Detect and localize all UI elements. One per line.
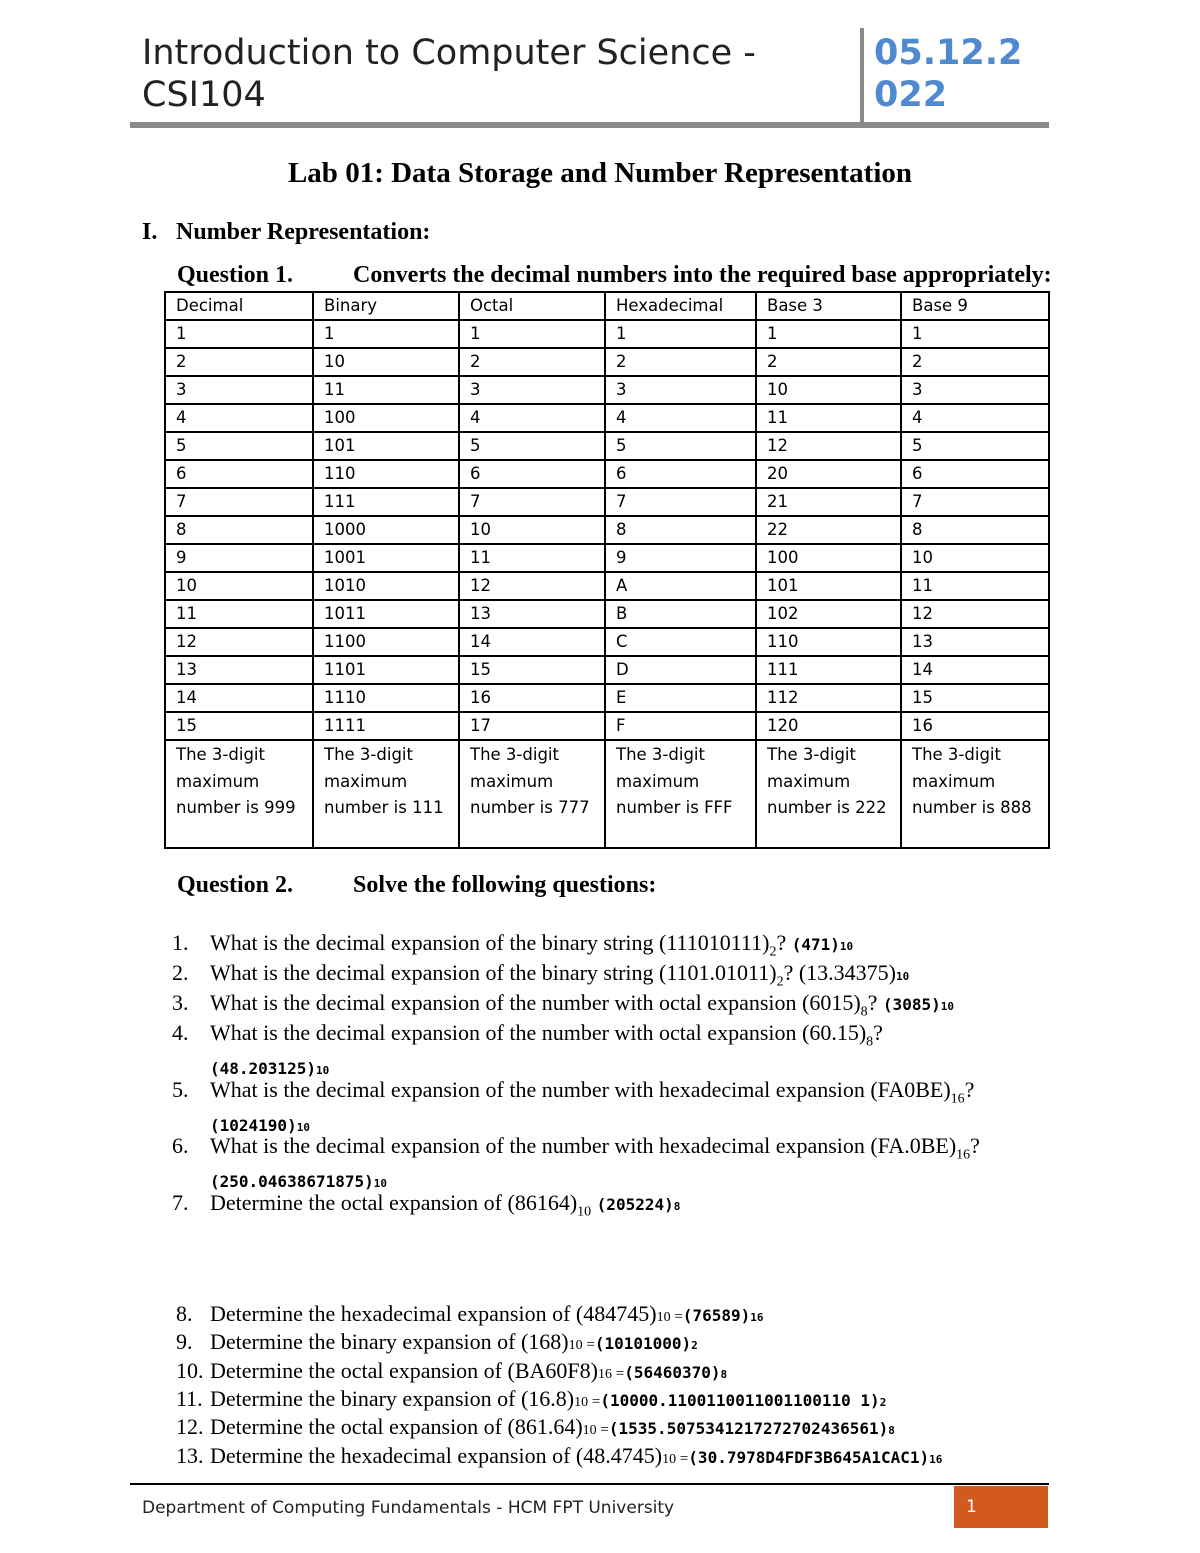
- table-cell: 12: [756, 432, 901, 460]
- item-answer-base: 2: [691, 1339, 698, 1353]
- item-text: [210, 1358, 727, 1384]
- table-cell: 2: [459, 348, 605, 376]
- item-number: 7.: [172, 1190, 189, 1215]
- table-row: [165, 404, 1049, 432]
- item-text: [210, 930, 853, 960]
- column-header: Base 9: [901, 292, 1049, 320]
- section-number: I.: [142, 219, 158, 245]
- item-answer-base: 10: [373, 1177, 388, 1191]
- table-cell: 110: [313, 460, 459, 488]
- table-notes-row: [165, 740, 1049, 848]
- table-cell: 110: [756, 628, 901, 656]
- table-cell: A: [605, 572, 756, 600]
- table-cell: 12: [459, 572, 605, 600]
- table-cell: C: [605, 628, 756, 656]
- table-cell: 1011: [313, 600, 459, 628]
- item-text: [210, 1329, 698, 1355]
- item-answer: (56460370): [624, 1362, 721, 1382]
- section-title: Number Representation:: [176, 219, 431, 245]
- item-number: 9.: [176, 1329, 193, 1355]
- item-number: 10.: [176, 1357, 204, 1383]
- item-answer-base: 8: [720, 1367, 728, 1381]
- item-answer: (10000.1100110011001100110 1): [600, 1390, 880, 1410]
- table-cell: 10: [313, 348, 459, 376]
- item-base: 10: [582, 1423, 597, 1439]
- table-cell: 1: [901, 320, 1049, 348]
- table-row: [165, 516, 1049, 544]
- item-question: What is the decimal expansion of the binary string (1101.01011): [210, 960, 777, 985]
- table-cell: 102: [756, 600, 901, 628]
- item-suffix: ?: [970, 1133, 980, 1158]
- course-title-line2: CSI104: [142, 75, 266, 115]
- date-line2: 022: [874, 75, 948, 115]
- item-answer: (471): [791, 935, 840, 954]
- date-line1: 05.12.2: [874, 33, 1023, 73]
- section-heading: [142, 215, 430, 249]
- item-base: 8: [860, 1004, 868, 1020]
- table-cell: 13: [901, 628, 1049, 656]
- item-text: [210, 1020, 883, 1080]
- table-cell: 7: [459, 488, 605, 516]
- question-1-label: Question 1.: [177, 262, 294, 288]
- table-cell: 2: [756, 348, 901, 376]
- table-cell: 1: [459, 320, 605, 348]
- column-header: Octal: [459, 292, 605, 320]
- table-note-cell: The 3-digit maximum number is 222: [756, 740, 901, 848]
- item-number: 12.: [176, 1414, 204, 1440]
- table-cell: 3: [165, 376, 313, 404]
- table-cell: 101: [756, 572, 901, 600]
- table-cell: 12: [165, 628, 313, 656]
- item-answer-base: 16: [929, 1452, 943, 1466]
- item-text: [210, 1414, 895, 1440]
- table-cell: 10: [756, 376, 901, 404]
- table-row: [165, 684, 1049, 712]
- table-cell: 1111: [313, 712, 459, 740]
- item-answer-base: 8: [888, 1424, 895, 1438]
- table-cell: 5: [901, 432, 1049, 460]
- table-cell: 1001: [313, 544, 459, 572]
- item-base: 16: [950, 1091, 965, 1107]
- table-cell: 7: [605, 488, 756, 516]
- table-cell: 17: [459, 712, 605, 740]
- header-date: [874, 32, 1044, 116]
- table-cell: 120: [756, 712, 901, 740]
- table-row: [165, 544, 1049, 572]
- item-number: 1.: [172, 930, 189, 955]
- question-2-heading: [177, 868, 656, 902]
- table-note-cell: The 3-digit maximum number is 777: [459, 740, 605, 848]
- table-cell: 1110: [313, 684, 459, 712]
- item-equals: =: [588, 1393, 601, 1410]
- table-note-cell: The 3-digit maximum number is FFF: [605, 740, 756, 848]
- item-base: 10: [656, 1310, 671, 1325]
- table-cell: 1: [756, 320, 901, 348]
- item-answer: (250.04638671875): [210, 1172, 374, 1192]
- item-suffix: ?: [873, 1020, 883, 1045]
- table-cell: 3: [459, 376, 605, 404]
- page-number: 1: [954, 1486, 1048, 1528]
- item-answer: (3085): [882, 995, 941, 1014]
- item-answer-base: 10: [839, 940, 854, 953]
- table-cell: 1000: [313, 516, 459, 544]
- column-header: Hexadecimal: [605, 292, 756, 320]
- item-base: 10: [577, 1204, 592, 1220]
- item-base: 16: [597, 1366, 612, 1382]
- table-cell: 14: [165, 684, 313, 712]
- item-text: [210, 990, 954, 1020]
- table-cell: 6: [165, 460, 313, 488]
- item-question: What is the decimal expansion of the number with octal expansion (6015): [210, 990, 861, 1015]
- item-answer: (76589): [682, 1306, 751, 1325]
- table-cell: 9: [165, 544, 313, 572]
- question-1-text: Converts the decimal numbers into the required base appropriately:: [353, 262, 1052, 288]
- item-equals: =: [611, 1365, 625, 1382]
- table-cell: 5: [459, 432, 605, 460]
- item-answer-base: 10: [296, 1121, 310, 1135]
- table-cell: 14: [459, 628, 605, 656]
- table-cell: 7: [901, 488, 1049, 516]
- item-question: Determine the binary expansion of (168): [210, 1329, 569, 1355]
- table-cell: 4: [459, 404, 605, 432]
- table-cell: E: [605, 684, 756, 712]
- table-cell: B: [605, 600, 756, 628]
- item-equals: =: [582, 1337, 595, 1354]
- table-cell: 111: [313, 488, 459, 516]
- table-cell: 10: [901, 544, 1049, 572]
- table-row: [165, 348, 1049, 376]
- item-text: [210, 1190, 680, 1220]
- table-cell: 112: [756, 684, 901, 712]
- table-cell: 1: [605, 320, 756, 348]
- item-answer: (1024190): [210, 1116, 297, 1136]
- item-question: What is the decimal expansion of the binary string (111010111): [210, 930, 770, 955]
- item-number: 8.: [176, 1301, 193, 1326]
- question-2-text: Solve the following questions:: [353, 872, 657, 898]
- item-answer: (205224): [596, 1195, 674, 1214]
- item-number: 3.: [172, 990, 189, 1015]
- table-cell: 2: [165, 348, 313, 376]
- table-cell: 11: [901, 572, 1049, 600]
- table-cell: F: [605, 712, 756, 740]
- table-cell: 4: [605, 404, 756, 432]
- table-cell: 1: [165, 320, 313, 348]
- table-cell: 5: [165, 432, 313, 460]
- item-base: 8: [866, 1034, 874, 1050]
- table-note-cell: The 3-digit maximum number is 999: [165, 740, 313, 848]
- item-suffix: ?: [867, 990, 883, 1015]
- item-base: 10: [662, 1451, 677, 1467]
- item-text: [210, 1077, 974, 1137]
- table-cell: 4: [165, 404, 313, 432]
- table-cell: 1101: [313, 656, 459, 684]
- table-cell: D: [605, 656, 756, 684]
- table-note-cell: The 3-digit maximum number is 888: [901, 740, 1049, 848]
- table-cell: 13: [165, 656, 313, 684]
- table-row: [165, 572, 1049, 600]
- item-answer: (30.7978D4FDF3B645A1CAC1): [688, 1447, 930, 1467]
- table-cell: 5: [605, 432, 756, 460]
- item-equals: =: [676, 1450, 689, 1467]
- table-cell: 20: [756, 460, 901, 488]
- item-answer: (48.203125): [210, 1059, 316, 1079]
- table-cell: 1: [313, 320, 459, 348]
- item-question: What is the decimal expansion of the number with hexadecimal expansion (FA0BE): [210, 1077, 951, 1102]
- item-number: 5.: [172, 1077, 189, 1102]
- table-cell: 100: [756, 544, 901, 572]
- item-answer-base: 16: [750, 1311, 764, 1324]
- table-cell: 21: [756, 488, 901, 516]
- question-2-label: Question 2.: [177, 872, 294, 898]
- table-cell: 15: [901, 684, 1049, 712]
- table-row: [165, 600, 1049, 628]
- table-cell: 10: [459, 516, 605, 544]
- table-cell: 12: [901, 600, 1049, 628]
- table-cell: 11: [165, 600, 313, 628]
- table-cell: 9: [605, 544, 756, 572]
- table-cell: 2: [901, 348, 1049, 376]
- header-rule: [130, 122, 1049, 128]
- item-question: Determine the binary expansion of (16.8): [210, 1385, 575, 1411]
- table-cell: 22: [756, 516, 901, 544]
- item-number: 6.: [172, 1133, 189, 1158]
- item-answer: (10101000): [594, 1334, 692, 1354]
- table-cell: 6: [605, 460, 756, 488]
- item-base: 2: [769, 944, 777, 960]
- item-question: What is the decimal expansion of the number with octal expansion (60.15): [210, 1020, 867, 1045]
- table-cell: 1100: [313, 628, 459, 656]
- item-text: [210, 1133, 980, 1193]
- table-row: [165, 656, 1049, 684]
- item-suffix: ?: [776, 930, 792, 955]
- item-question: What is the decimal expansion of the number with hexadecimal expansion (FA.0BE): [210, 1133, 957, 1158]
- item-number: 11.: [176, 1385, 203, 1411]
- conversion-table: [164, 291, 1050, 849]
- table-row: [165, 432, 1049, 460]
- table-cell: 6: [901, 460, 1049, 488]
- item-answer-base: 8: [673, 1200, 681, 1213]
- table-row: [165, 712, 1049, 740]
- table-cell: 10: [165, 572, 313, 600]
- item-suffix: ? (13.34375): [783, 960, 896, 985]
- item-answer-base: 10: [940, 1000, 954, 1013]
- table-cell: 16: [459, 684, 605, 712]
- item-question: Determine the octal expansion of (861.64): [210, 1414, 583, 1440]
- table-cell: 15: [459, 656, 605, 684]
- table-row: [165, 488, 1049, 516]
- item-equals: =: [670, 1309, 683, 1325]
- item-text: [210, 1301, 763, 1327]
- item-number: 2.: [172, 960, 189, 985]
- table-cell: 11: [756, 404, 901, 432]
- item-answer-base: 10: [315, 1064, 330, 1078]
- table-cell: 8: [605, 516, 756, 544]
- table-row: [165, 376, 1049, 404]
- table-cell: 8: [901, 516, 1049, 544]
- question-1-heading: [177, 258, 1052, 292]
- course-title: [142, 32, 842, 116]
- item-question: Determine the octal expansion of (86164): [210, 1190, 578, 1215]
- footer-text: Department of Computing Fundamentals - HCM FPT University: [142, 1498, 675, 1518]
- table-cell: 4: [901, 404, 1049, 432]
- item-text: [210, 960, 909, 990]
- item-answer-base: 2: [879, 1395, 887, 1409]
- item-equals: =: [596, 1422, 609, 1439]
- table-cell: 1010: [313, 572, 459, 600]
- item-base: 10: [574, 1394, 589, 1410]
- item-number: 4.: [172, 1020, 189, 1045]
- table-cell: 3: [901, 376, 1049, 404]
- table-cell: 2: [605, 348, 756, 376]
- item-number: 13.: [176, 1442, 204, 1468]
- column-header: Decimal: [165, 292, 313, 320]
- item-question: Determine the hexadecimal expansion of (484745): [210, 1301, 657, 1326]
- item-text: [210, 1386, 886, 1412]
- page-title: Lab 01: Data Storage and Number Representation: [287, 157, 913, 189]
- table-cell: 100: [313, 404, 459, 432]
- table-cell: 8: [165, 516, 313, 544]
- table-cell: 13: [459, 600, 605, 628]
- table-cell: 3: [605, 376, 756, 404]
- table-cell: 11: [459, 544, 605, 572]
- table-cell: 111: [756, 656, 901, 684]
- item-suffix: ?: [964, 1077, 975, 1102]
- column-header: Base 3: [756, 292, 901, 320]
- item-question: Determine the octal expansion of (BA60F8): [210, 1357, 598, 1383]
- table-cell: 16: [901, 712, 1049, 740]
- item-text: [210, 1443, 942, 1469]
- table-cell: 11: [313, 376, 459, 404]
- table-cell: 14: [901, 656, 1049, 684]
- item-question: Determine the hexadecimal expansion of (48.4745): [210, 1442, 663, 1468]
- table-cell: 15: [165, 712, 313, 740]
- table-cell: 6: [459, 460, 605, 488]
- item-answer-base: 10: [896, 970, 910, 983]
- table-note-cell: The 3-digit maximum number is 111: [313, 740, 459, 848]
- column-header: Binary: [313, 292, 459, 320]
- header-divider: [860, 28, 864, 124]
- item-base: 10: [568, 1338, 583, 1354]
- item-base: 16: [956, 1147, 971, 1163]
- table-header-row: [165, 292, 1049, 320]
- item-base: 2: [776, 974, 784, 990]
- table-cell: 101: [313, 432, 459, 460]
- table-row: [165, 320, 1049, 348]
- course-title-line1: Introduction to Computer Science -: [142, 33, 756, 73]
- table-cell: 7: [165, 488, 313, 516]
- footer-rule: [130, 1483, 1049, 1485]
- table-row: [165, 628, 1049, 656]
- table-row: [165, 460, 1049, 488]
- item-answer: (1535.5075341217272702436561): [608, 1419, 889, 1439]
